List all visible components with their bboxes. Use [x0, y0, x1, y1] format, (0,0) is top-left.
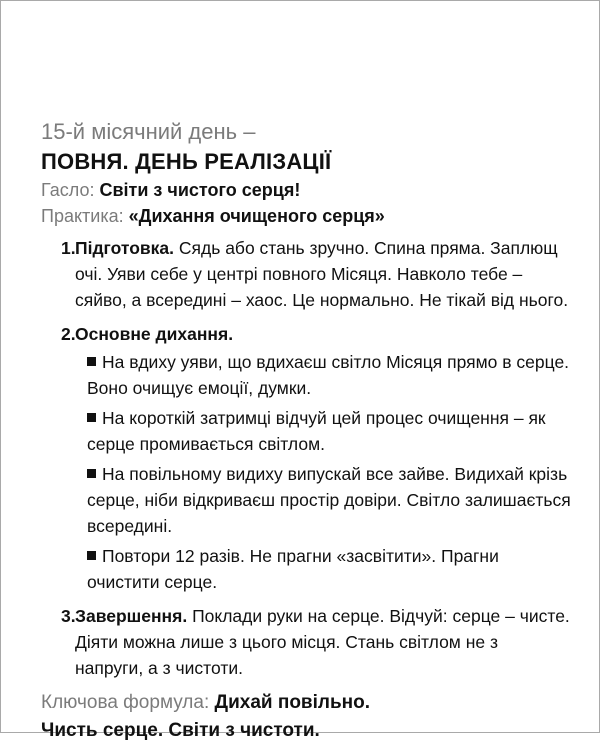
sub-item [87, 349, 571, 401]
step-number: 3. [61, 606, 76, 626]
sub-item-text: Повтори 12 разів. Не прагни «засвітити». Прагни очистити серце. [87, 546, 499, 592]
square-bullet-icon [87, 469, 96, 478]
square-bullet-icon [87, 551, 96, 560]
step-number: 2. [61, 324, 76, 344]
step-heading: Основне дихання. [75, 324, 234, 344]
step-heading: Завершення. [75, 606, 188, 626]
steps-list [41, 235, 571, 681]
step-item [41, 603, 571, 681]
sub-item [87, 543, 571, 595]
step-heading: Підготовка. [75, 238, 175, 258]
step-text: Поклади руки на серце. Відчуй: серце – чисте. Діяти можна лише з цього місця. Стань світлом не з напруги, а з чистоти. [75, 606, 570, 678]
sub-list [75, 349, 571, 595]
formula-label: Ключова формула: [41, 692, 210, 713]
step-number: 1. [61, 238, 76, 258]
sub-item-text: На повільному видиху випускай все зайве. Видихай крізь серце, ніби відкриваєш простір довіри. Світло залишається всередині. [87, 464, 571, 536]
step-item [41, 321, 571, 595]
formula-line1: Дихай повільно. [214, 692, 370, 713]
square-bullet-icon [87, 413, 96, 422]
page-title: ПОВНЯ. ДЕНЬ РЕАЛІЗАЦІЇ [41, 149, 332, 174]
sub-item [87, 461, 571, 539]
sub-item [87, 405, 571, 457]
step-text: Сядь або стань зручно. Спина пряма. Заплющ очі. Уяви себе у центрі повного Місяця. Навколо тебе – сяйво, а всередині – хаос. Це нормально. Не тікай від нього. [75, 238, 569, 310]
motto-row [41, 177, 571, 203]
sub-item-text: На вдиху уяви, що вдихаєш світло Місяця прямо в серце. Воно очищує емоції, думки. [87, 352, 570, 398]
formula-line2: Чисть серце. Світи з чистоти. [41, 720, 320, 741]
square-bullet-icon [87, 357, 96, 366]
key-formula [41, 689, 571, 745]
practice-row [41, 203, 571, 229]
motto-label: Гасло: [41, 180, 95, 200]
sub-item-text: На короткій затримці відчуй цей процес очищення – як серце промивається світлом. [87, 408, 546, 454]
step-item [41, 235, 571, 313]
motto-value: Світи з чистого серця! [99, 180, 301, 200]
practice-value: «Дихання очищеного серця» [128, 206, 385, 226]
practice-label: Практика: [41, 206, 124, 226]
day-line: 15-й місячний день – [41, 119, 256, 144]
content [41, 117, 571, 745]
